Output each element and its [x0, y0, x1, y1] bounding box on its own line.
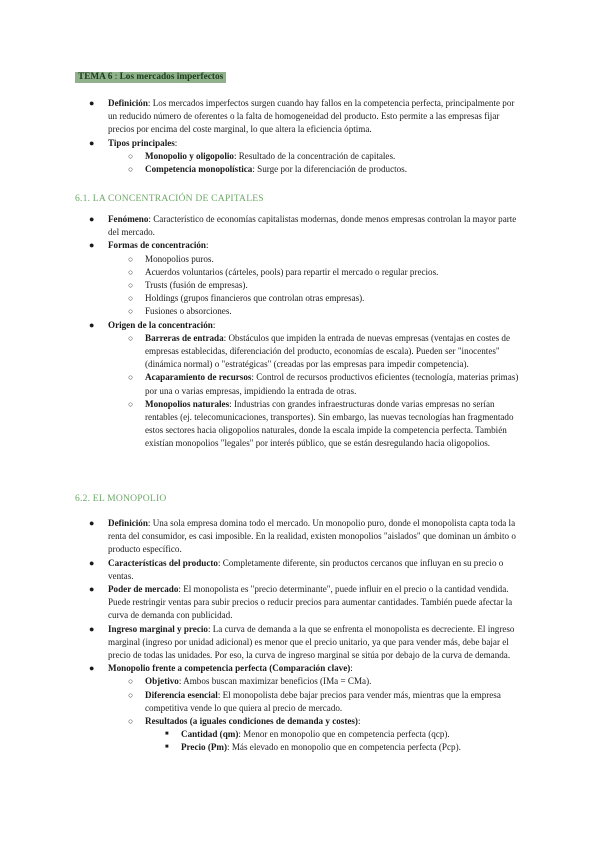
section-heading-concentracion: 6.1. LA CONCENTRACIÓN DE CAPITALES — [75, 193, 264, 204]
item-term: Monopolio frente a competencia perfecta (Comparación clave) — [108, 663, 351, 674]
topic-subtitle: Los mercados imperfectos — [119, 72, 224, 82]
item-text: : Ambos buscan maximizar beneficios (IMa = CMa). — [178, 676, 372, 687]
item-text: : — [357, 716, 361, 727]
monopolio-item-0 — [89, 517, 522, 557]
bullet-icon: ○ — [128, 150, 134, 161]
item-text: : — [206, 240, 209, 251]
monopolio-item-4 — [89, 662, 522, 675]
bullet-icon: ○ — [128, 676, 134, 687]
concentracion-item-8 — [128, 332, 522, 372]
intro-item-3 — [128, 163, 522, 176]
concentracion-item-3 — [128, 266, 522, 279]
item-text: : Los mercados imperfectos surgen cuando hay fallos en la competencia perfecta, principalmente por un reducido número de oferentes o la falta de homogeneidad del producto. Esto permite a las empresas fijar precios por encima del coste marginal, lo que altera la eficiencia óptima. — [108, 98, 515, 135]
item-term: Definición — [108, 98, 148, 108]
item-term: Poder de mercado — [108, 584, 179, 595]
item-text: : Obstáculos que impiden la entrada de nuevas empresas (ventajas en costes de empresas establecidas, diferenciación del producto, economías de escala). Pueden ser "inocentes" (dinámica normal) o "estratégicas" (creadas por las empresas para impedir competencia). — [145, 332, 510, 370]
intro-item-2 — [128, 150, 522, 163]
item-text: : Más elevado en monopolio que en competencia perfecta (Pcp). — [227, 742, 461, 753]
concentracion-item-5 — [128, 292, 522, 305]
item-text: : — [212, 319, 216, 330]
bullet-icon: ○ — [128, 253, 134, 264]
item-text: Acuerdos voluntarios (cárteles, pools) para repartir el mercado o regular precios. — [145, 266, 439, 277]
concentracion-item-1 — [89, 239, 522, 252]
bullet-icon: ○ — [128, 266, 134, 277]
monopolio-list — [0, 517, 600, 755]
item-term: Competencia monopolística — [145, 164, 253, 175]
monopolio-item-7 — [128, 715, 522, 728]
item-text: Fusiones o absorciones. — [145, 306, 232, 317]
bullet-icon: ● — [89, 98, 95, 108]
bullet-icon: ● — [89, 623, 95, 634]
bullet-icon: ● — [89, 584, 95, 595]
item-text: : Industrias con grandes infraestructuras donde varias empresas no serían rentables (ej. telecomunicaciones, transportes). Sin embargo, las nuevas tecnologías han fragmentado estos sectores hacia oligopolios naturales, donde la escala impide la competencia perfecta. También existían monopolios "legales" por interés público, que se están desregulando hacia oligopolios. — [145, 398, 514, 449]
concentracion-item-2 — [128, 253, 522, 266]
item-text: Trusts (fusión de empresas). — [145, 280, 248, 291]
bullet-icon: ● — [89, 319, 95, 330]
item-text: : El monopolista debe bajar precios para vender más, mientras que la empresa competitiva vende lo que quiera al precio de mercado. — [145, 689, 501, 713]
intro-item-1 — [89, 137, 522, 150]
intro-list — [0, 97, 600, 176]
item-text: : — [350, 663, 353, 674]
concentracion-item-7 — [89, 319, 522, 332]
monopolio-item-1 — [89, 557, 522, 583]
concentracion-item-9 — [128, 371, 522, 397]
monopolio-item-5 — [128, 675, 522, 688]
topic-title — [75, 72, 226, 83]
item-text: : El monopolista es "precio determinante", puede influir en el precio o la cantidad vendida. Puede restringir ventas para subir precios o reducir precios para aumentar cantidades. También puede afectar la curva de demanda con publicidad. — [108, 584, 513, 621]
bullet-icon: ● — [89, 518, 95, 528]
monopolio-item-6 — [128, 689, 522, 715]
item-term: Características del producto — [108, 557, 218, 568]
item-term: Acaparamiento de recursos — [145, 372, 252, 383]
bullet-icon: ○ — [128, 332, 134, 343]
bullet-icon: ○ — [128, 164, 134, 175]
bullet-icon: ● — [89, 663, 95, 674]
item-text: Holdings (grupos financieros que controlan otras empresas). — [145, 293, 365, 304]
concentracion-item-4 — [128, 279, 522, 292]
item-term: Origen de la concentración — [108, 319, 213, 330]
bullet-icon: ● — [89, 240, 95, 251]
intro-item-0 — [89, 97, 522, 137]
item-term: Objetivo — [145, 676, 179, 687]
item-text: : Una sola empresa domina todo el mercado. Un monopolio puro, donde el monopolista capta toda la renta del consumidor, es casi imposible. En la realidad, existen monopolios "aislados" que dominan un ámbito o producto específico. — [108, 518, 516, 555]
item-text: Monopolios puros. — [145, 253, 214, 264]
title-separator: : — [114, 72, 118, 82]
monopolio-item-3 — [89, 623, 522, 663]
item-text: : Control de recursos productivos eficientes (tecnología, materias primas) por una o varias empresas, impidiendo la entrada de otras. — [145, 372, 519, 396]
bullet-icon: ■ — [165, 744, 169, 751]
bullet-icon: ■ — [165, 731, 169, 738]
bullet-icon: ○ — [128, 689, 134, 700]
item-term: Precio (Pm) — [181, 742, 228, 753]
item-term: Resultados (a iguales condiciones de demanda y costes) — [145, 716, 358, 727]
bullet-icon: ● — [89, 137, 95, 148]
bullet-icon: ○ — [128, 372, 134, 383]
item-text: : Resultado de la concentración de capitales. — [233, 150, 396, 161]
bullet-icon: ● — [89, 557, 95, 568]
item-text: : Completamente diferente, sin productos cercanos que influyan en su precio o ventas. — [108, 557, 504, 581]
bullet-icon: ● — [89, 214, 95, 224]
concentracion-item-0 — [89, 213, 522, 239]
item-text: : Surge por la diferenciación de productos. — [252, 164, 407, 175]
item-term: Formas de concentración — [108, 240, 206, 251]
concentracion-item-6 — [128, 305, 522, 318]
monopolio-item-8 — [165, 728, 522, 741]
item-term: Barreras de entrada — [145, 332, 224, 343]
bullet-icon: ○ — [128, 306, 134, 317]
topic-number: TEMA 6 — [78, 72, 113, 82]
bullet-icon: ○ — [128, 280, 134, 291]
monopolio-item-2 — [89, 583, 522, 623]
monopolio-item-9 — [165, 741, 522, 754]
item-term: Monopolios naturales — [145, 398, 230, 409]
bullet-icon: ○ — [128, 398, 134, 409]
concentracion-list — [0, 213, 600, 451]
concentracion-item-10 — [128, 398, 522, 451]
item-text: : La curva de demanda a la que se enfrenta el monopolista es decreciente. El ingreso marginal (ingreso por unidad adicional) es menor que el precio unitario, ya que para vender más, debe bajar el precio de todas las unidades. Por eso, la curva de ingreso marginal se sitúa por debajo de la curva de demanda. — [108, 623, 515, 661]
bullet-icon: ○ — [128, 716, 134, 727]
item-term: Ingreso marginal y precio — [108, 623, 208, 634]
section-heading-monopolio: 6.2. EL MONOPOLIO — [75, 493, 167, 504]
item-text: : — [174, 137, 178, 148]
item-text: : Característico de economías capitalistas modernas, donde menos empresas controlan la mayor parte del mercado. — [108, 214, 517, 238]
item-term: Monopolio y oligopolio — [145, 150, 234, 161]
bullet-icon: ○ — [128, 293, 134, 304]
item-term: Cantidad (qm) — [181, 729, 239, 740]
item-term: Diferencia esencial — [145, 689, 218, 700]
item-term: Fenómeno — [108, 214, 149, 224]
item-text: : Menor en monopolio que en competencia perfecta (qcp). — [238, 729, 450, 740]
item-term: Tipos principales — [108, 137, 175, 148]
item-term: Definición — [108, 518, 148, 528]
